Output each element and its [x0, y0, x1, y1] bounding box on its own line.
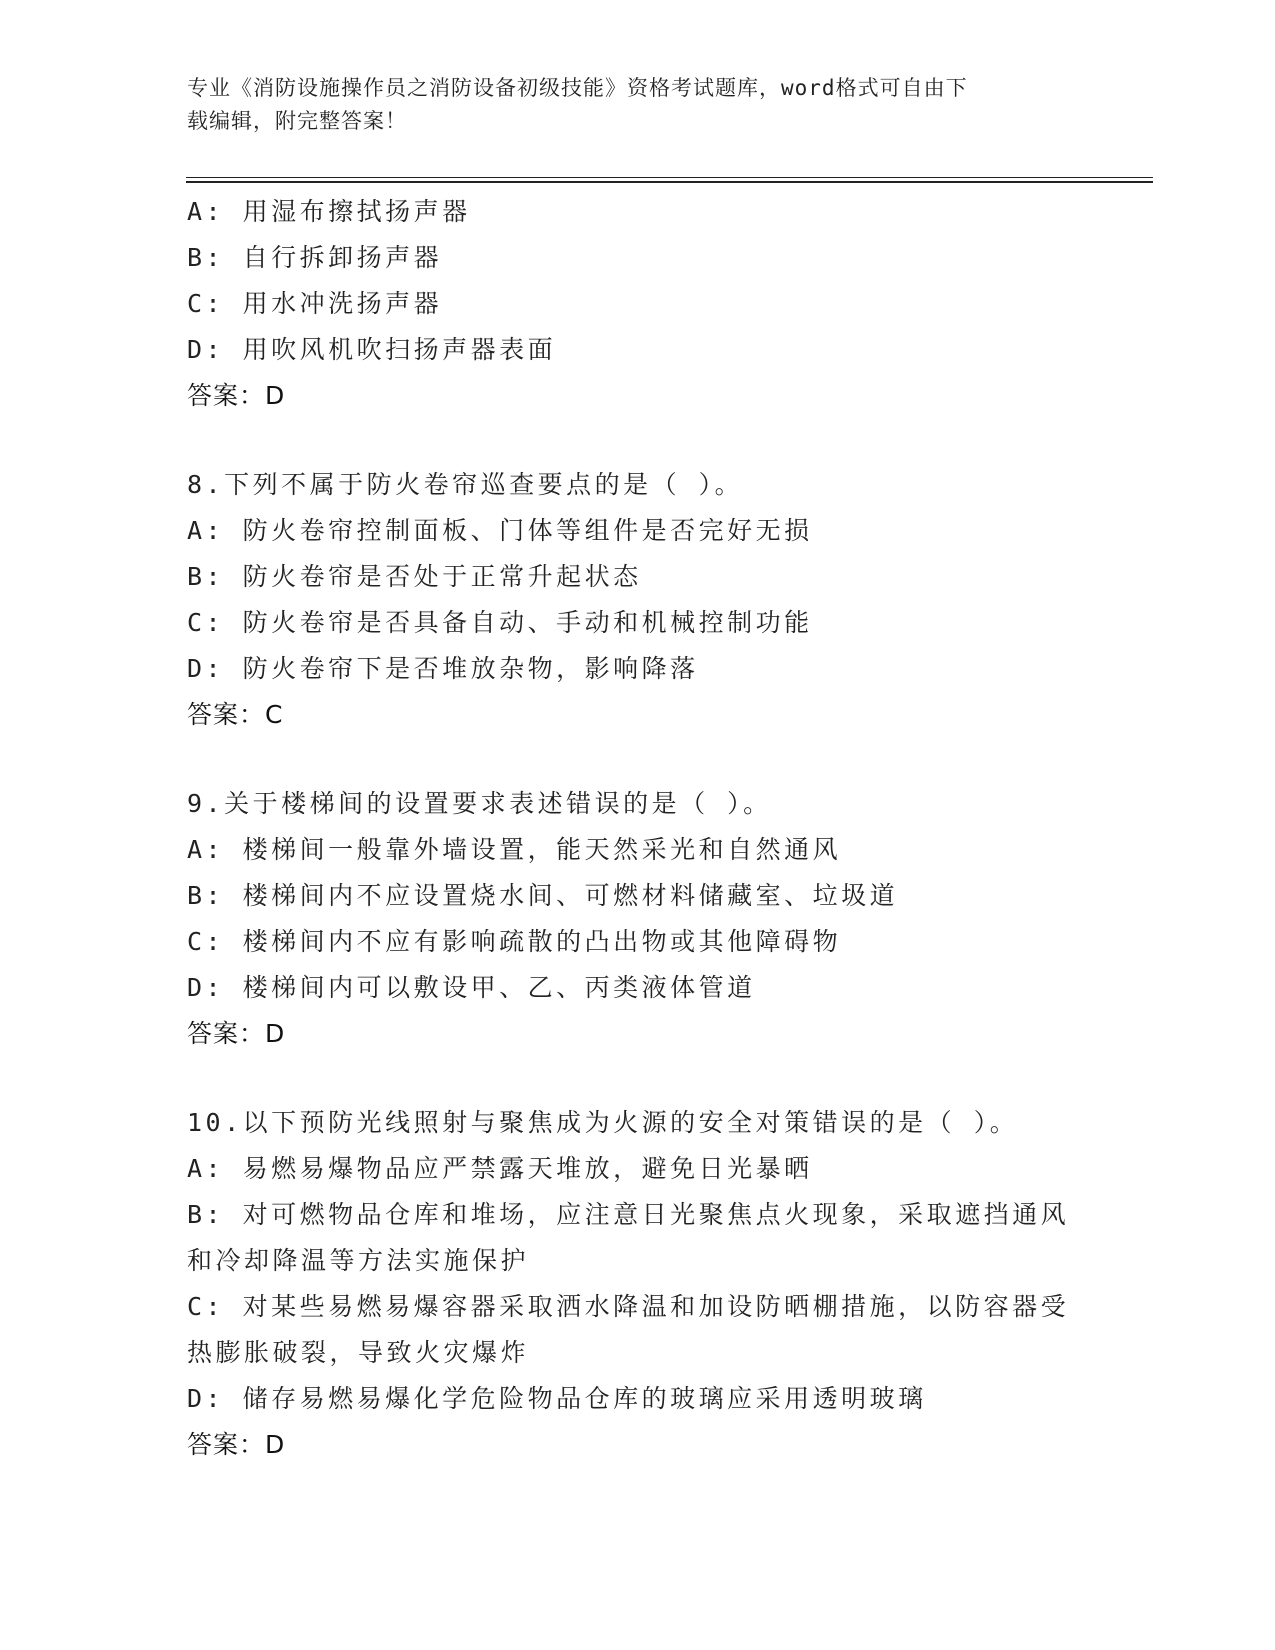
- header-divider-thick: [186, 181, 1153, 183]
- q8-option-b: B: 防火卷帘是否处于正常升起状态: [187, 562, 642, 591]
- q7-option-a: A: 用湿布擦拭扬声器: [187, 197, 471, 226]
- q9-option-c: C: 楼梯间内不应有影响疏散的凸出物或其他障碍物: [187, 927, 842, 956]
- q8-option-c: C: 防火卷帘是否具备自动、手动和机械控制功能: [187, 608, 813, 637]
- q9-answer: 答案：D: [187, 1019, 286, 1048]
- question-8-block: [187, 462, 1087, 738]
- q7-option-c: C: 用水冲洗扬声器: [187, 289, 443, 318]
- question-10-block: [187, 1100, 1087, 1468]
- q10-option-b: B: 对可燃物品仓库和堆场，应注意日光聚焦点火现象，采取遮挡通风: [187, 1200, 1070, 1229]
- spacer: [187, 738, 1087, 781]
- q10-option-b-continued: 和冷却降温等方法实施保护: [187, 1246, 530, 1275]
- header-divider-thin: [186, 177, 1153, 178]
- q10-option-c-continued: 热膨胀破裂，导致火灾爆炸: [187, 1338, 530, 1367]
- q8-question: 8.下列不属于防火卷帘巡查要点的是（ ）。: [187, 470, 744, 499]
- header-line-1: 专业《消防设施操作员之消防设备初级技能》资格考试题库，word格式可自由下: [187, 76, 968, 100]
- q8-option-a: A: 防火卷帘控制面板、门体等组件是否完好无损: [187, 516, 813, 545]
- q9-option-d: D: 楼梯间内可以敷设甲、乙、丙类液体管道: [187, 973, 756, 1002]
- q7-option-d: D: 用吹风机吹扫扬声器表面: [187, 335, 557, 364]
- q10-option-a: A: 易燃易爆物品应严禁露天堆放，避免日光暴晒: [187, 1154, 813, 1183]
- q8-answer: 答案：C: [187, 700, 284, 729]
- q7-answer: 答案：D: [187, 381, 286, 410]
- document-header: [187, 72, 1067, 138]
- spacer: [187, 1057, 1087, 1100]
- q10-option-d: D: 储存易燃易爆化学危险物品仓库的玻璃应采用透明玻璃: [187, 1384, 927, 1413]
- q7-option-b: B: 自行拆卸扬声器: [187, 243, 443, 272]
- q10-question: 10.以下预防光线照射与聚焦成为火源的安全对策错误的是（ ）。: [187, 1108, 1019, 1137]
- question-9-block: [187, 781, 1087, 1057]
- question-7-block: [187, 189, 1087, 419]
- header-line-2: 载编辑，附完整答案！: [187, 109, 407, 133]
- q9-question: 9.关于楼梯间的设置要求表述错误的是（ ）。: [187, 789, 772, 818]
- q9-option-a: A: 楼梯间一般靠外墙设置，能天然采光和自然通风: [187, 835, 842, 864]
- question-list: [187, 189, 1087, 1468]
- q9-option-b: B: 楼梯间内不应设置烧水间、可燃材料储藏室、垃圾道: [187, 881, 899, 910]
- spacer: [187, 419, 1087, 462]
- q10-option-c: C: 对某些易燃易爆容器采取洒水降温和加设防晒棚措施，以防容器受: [187, 1292, 1070, 1321]
- q8-option-d: D: 防火卷帘下是否堆放杂物，影响降落: [187, 654, 699, 683]
- q10-answer: 答案：D: [187, 1430, 286, 1459]
